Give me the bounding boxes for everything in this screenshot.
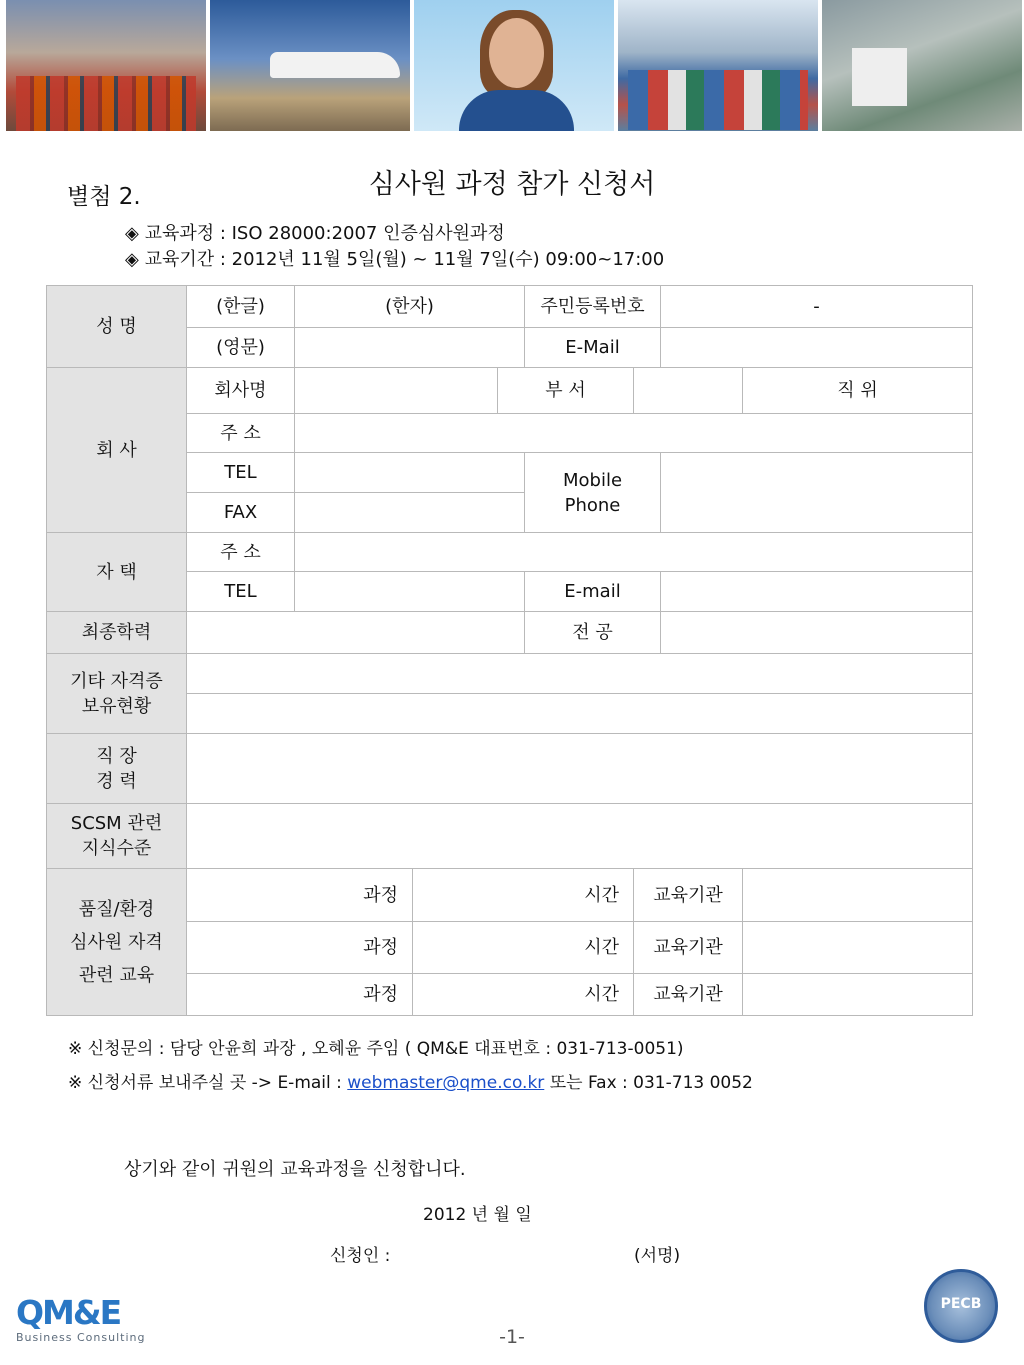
container-port-photo bbox=[6, 0, 206, 131]
position-label: 직 위 bbox=[743, 368, 973, 414]
name-hanja-label: (한자) bbox=[295, 286, 525, 328]
certificates-field-1[interactable] bbox=[187, 654, 973, 694]
training-institution-field[interactable] bbox=[743, 974, 973, 1016]
submit-note-prefix: ※ 신청서류 보내주실 곳 -> E-mail : bbox=[68, 1073, 348, 1093]
company-address-field[interactable] bbox=[295, 414, 973, 453]
truck-yard-aerial-photo bbox=[822, 0, 1022, 131]
pecb-seal-icon bbox=[924, 1269, 998, 1343]
home-email-label: E-mail bbox=[525, 572, 661, 612]
apply-statement: 상기와 같이 귀원의 교육과정을 신청합니다. bbox=[124, 1159, 466, 1180]
qme-logo-sub: Business Consulting bbox=[16, 1331, 146, 1344]
scsm-knowledge-field[interactable] bbox=[187, 804, 973, 869]
career-field[interactable] bbox=[187, 734, 973, 804]
shipping-containers-photo bbox=[618, 0, 818, 131]
education-field[interactable] bbox=[187, 612, 525, 654]
certificates-header-line1: 기타 자격증 bbox=[70, 670, 163, 692]
training-header-line1: 품질/환경 bbox=[78, 898, 155, 920]
training-institution-field[interactable] bbox=[743, 922, 973, 974]
home-tel-field[interactable] bbox=[295, 572, 525, 612]
company-tel-label: TEL bbox=[187, 453, 295, 493]
contact-note: ※ 신청문의 : 담당 안윤희 과장 , 오혜윤 주임 ( QM&E 대표번호 : 031-713-0051) bbox=[68, 1039, 684, 1059]
mobile-label-line1: Mobile bbox=[562, 469, 623, 491]
mobile-phone-field[interactable] bbox=[661, 453, 973, 533]
scsm-header-line1: SCSM 관련 bbox=[70, 813, 163, 834]
department-label: 부 서 bbox=[498, 368, 634, 414]
pecb-seal-text: PECB bbox=[940, 1296, 982, 1312]
airplane-photo bbox=[210, 0, 410, 131]
education-header: 최종학력 bbox=[47, 612, 187, 654]
company-header: 회 사 bbox=[47, 368, 187, 533]
training-institution-label: 교육기관 bbox=[634, 974, 743, 1016]
email-field[interactable] bbox=[661, 328, 973, 368]
training-institution-label: 교육기관 bbox=[634, 869, 743, 922]
home-tel-label: TEL bbox=[187, 572, 295, 612]
woman-gesture-photo bbox=[414, 0, 614, 131]
home-address-field[interactable] bbox=[295, 533, 973, 572]
period-line: ◈ 교육기간 : 2012년 11월 5일(월) ~ 11월 7일(수) 09:00~17:00 bbox=[125, 249, 665, 270]
signature-label: (서명) bbox=[634, 1246, 681, 1266]
mobile-phone-label bbox=[525, 453, 661, 533]
resident-number-field[interactable]: - bbox=[661, 286, 973, 328]
training-course-label: 과정 bbox=[187, 974, 413, 1016]
training-time-label: 시간 bbox=[413, 974, 634, 1016]
company-name-label: 회사명 bbox=[187, 368, 295, 414]
mobile-label-line2: Phone bbox=[564, 494, 621, 516]
company-tel-field[interactable] bbox=[295, 453, 525, 493]
training-header bbox=[47, 869, 187, 1016]
submit-note-suffix: 또는 Fax : 031-713 0052 bbox=[544, 1073, 753, 1093]
training-course-label: 과정 bbox=[187, 869, 413, 922]
name-english-field[interactable] bbox=[295, 328, 525, 368]
training-time-label: 시간 bbox=[413, 869, 634, 922]
certificates-header bbox=[47, 654, 187, 734]
training-header-line2: 심사원 자격 bbox=[70, 931, 163, 953]
name-korean-label: (한글) bbox=[187, 286, 295, 328]
qme-logo-main: QM&E bbox=[16, 1293, 121, 1332]
header-banner bbox=[6, 0, 1022, 131]
training-institution-field[interactable] bbox=[743, 869, 973, 922]
applicant-label: 신청인 : bbox=[330, 1246, 391, 1266]
page-number: -1- bbox=[499, 1326, 525, 1348]
company-name-field[interactable] bbox=[295, 368, 498, 414]
career-header-line1: 직 장 bbox=[96, 745, 137, 767]
scsm-knowledge-header bbox=[47, 804, 187, 869]
name-english-label: (영문) bbox=[187, 328, 295, 368]
attachment-label: 별첨 2. bbox=[67, 184, 141, 210]
training-institution-label: 교육기관 bbox=[634, 922, 743, 974]
certificates-field-2[interactable] bbox=[187, 694, 973, 734]
home-header: 자 택 bbox=[47, 533, 187, 612]
resident-number-label: 주민등록번호 bbox=[525, 286, 661, 328]
training-course-label: 과정 bbox=[187, 922, 413, 974]
career-header bbox=[47, 734, 187, 804]
application-form-table bbox=[46, 285, 973, 1016]
submit-email-link[interactable]: webmaster@qme.co.kr bbox=[347, 1073, 545, 1093]
company-address-label: 주 소 bbox=[187, 414, 295, 453]
date-line: 2012 년 월 일 bbox=[423, 1205, 532, 1225]
course-line: ◈ 교육과정 : ISO 28000:2007 인증심사원과정 bbox=[125, 223, 505, 244]
scsm-header-line2: 지식수준 bbox=[81, 838, 152, 859]
training-time-label: 시간 bbox=[413, 922, 634, 974]
company-fax-label: FAX bbox=[187, 493, 295, 533]
home-email-field[interactable] bbox=[661, 572, 973, 612]
major-label: 전 공 bbox=[525, 612, 661, 654]
name-header: 성 명 bbox=[47, 286, 187, 368]
home-address-label: 주 소 bbox=[187, 533, 295, 572]
email-label: E-Mail bbox=[525, 328, 661, 368]
page-title: 심사원 과정 참가 신청서 bbox=[368, 169, 656, 200]
major-field[interactable] bbox=[661, 612, 973, 654]
company-fax-field[interactable] bbox=[295, 493, 525, 533]
department-field[interactable] bbox=[634, 368, 743, 414]
training-header-line3: 관련 교육 bbox=[78, 964, 155, 986]
certificates-header-line2: 보유현황 bbox=[81, 695, 152, 717]
career-header-line2: 경 력 bbox=[96, 770, 137, 792]
submit-note bbox=[68, 1068, 753, 1093]
